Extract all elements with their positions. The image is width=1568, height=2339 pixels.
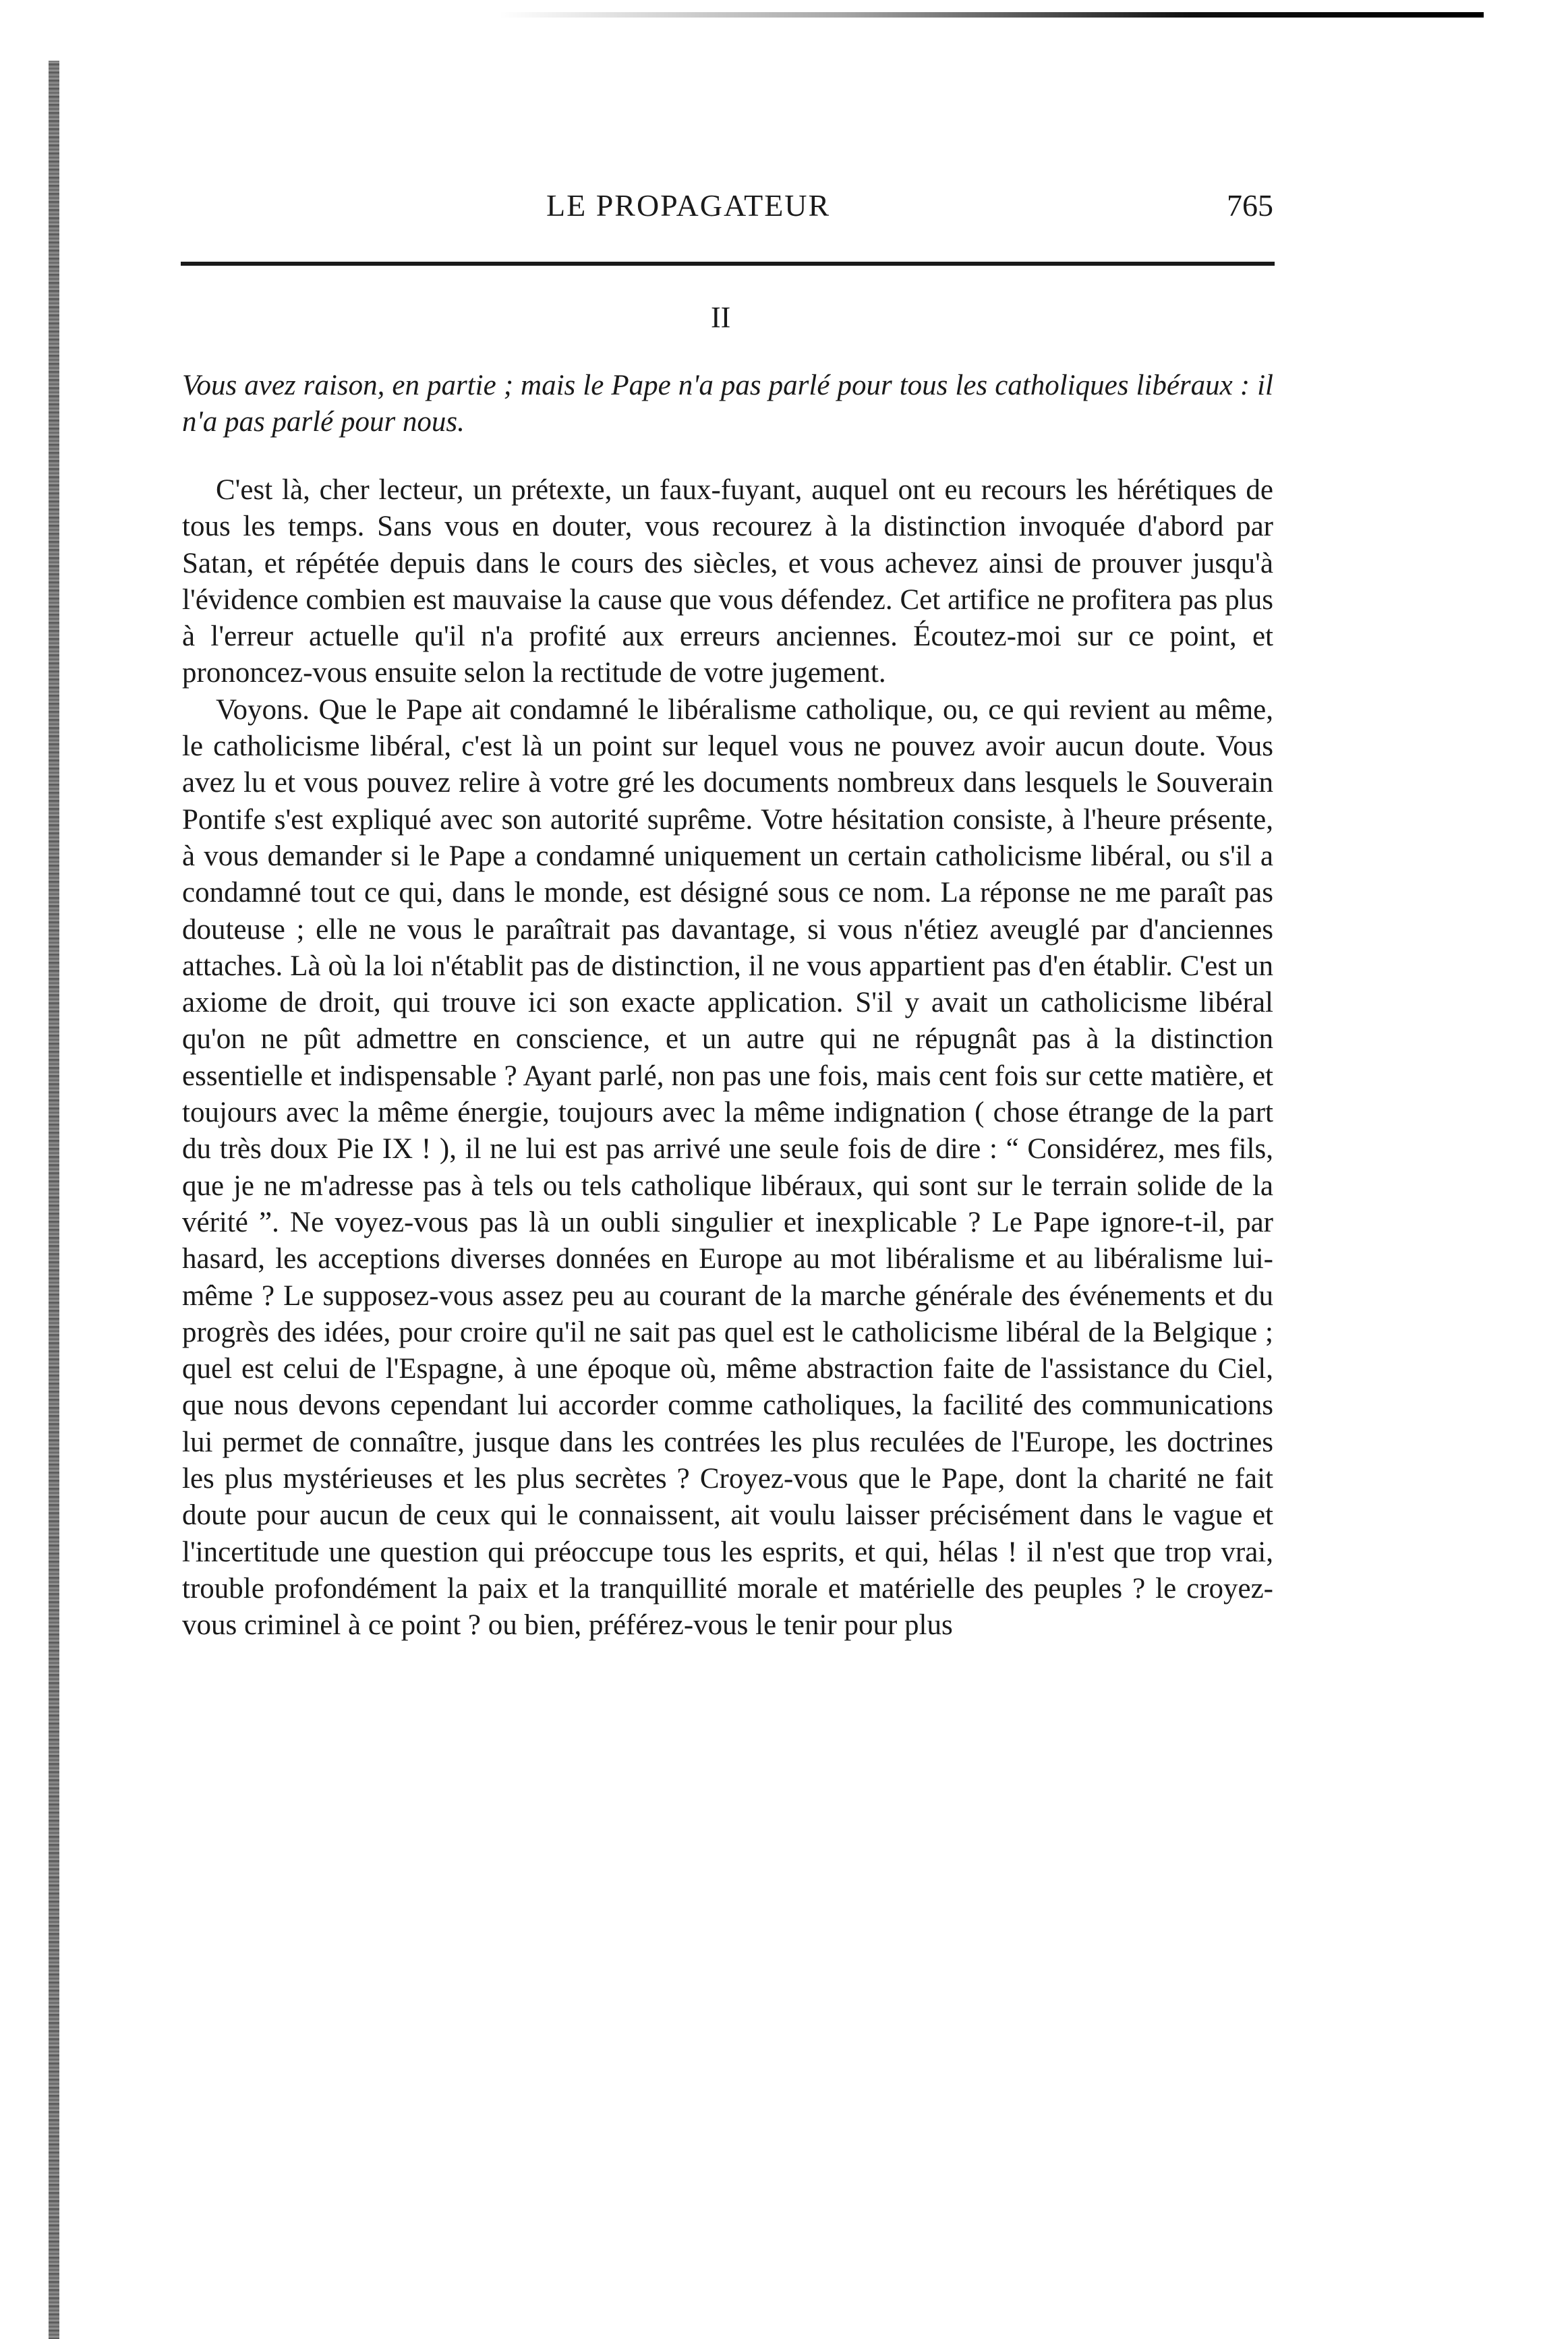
page-number: 765 xyxy=(1227,188,1273,223)
top-edge-rule xyxy=(499,12,1484,18)
header-rule xyxy=(181,262,1275,266)
binding-edge xyxy=(49,61,59,2339)
section-numeral: II xyxy=(711,301,731,334)
paragraph: Voyons. Que le Pape ait condamné le libéralisme catholique, ou, ce qui revient au même, le catholicisme libéral, c'est là un point sur lequel vous ne pouvez avoir aucun doute. Vous avez lu et vous pouvez relire à votre gré les documents nombreux dans lesquels le Souverain Pontife s'est expliqué avec son autorité suprême. Votre hésitation consiste, à l'heure présente, à vous demander si le Pape a condamné uniquement un certain catholicisme libéral, ou s'il a condamné tout ce qui, dans le monde, est désigné sous ce nom. La réponse ne me paraît pas douteuse ; elle ne vous le paraîtrait pas davantage, si vous n'étiez aveuglé par d'anciennes attaches. Là où la loi n'établit pas de distinction, il ne vous appartient pas d'en établir. C'est un axiome de droit, qui trouve ici son exacte application. S'il y avait un catholicisme libéral qu'on ne pût admettre en conscience, et un autre qui ne répugnât pas à la distinction essentielle et indispensable ? Ayant parlé, non pas une fois, mais cent fois sur cette matière, et toujours avec la même énergie, toujours avec la même indignation ( chose étrange de la part du très doux Pie IX ! ), il ne lui est pas arrivé une seule fois de dire : “ Considérez, mes fils, que je ne m'adresse pas à tels ou tels catholique libéraux, qui sont sur le terrain solide de la vérité ”. Ne voyez-vous pas là un oubli singulier et inexplicable ? Le Pape ignore-t-il, par hasard, les acceptions diverses données en Europe au mot libéralisme et au libéralisme lui-même ? Le supposez-vous assez peu au courant de la marche générale des événements et du progrès des idées, pour croire qu'il ne sait pas quel est le catholicisme libéral de la Belgique ; quel est celui de l'Espagne, à une époque où, même abstraction faite de l'assistance du Ciel, que nous devons cependant lui accorder comme catholiques, la facilité des communications lui permet de connaître, jusque dans les contrées les plus reculées de l'Europe, les doctrines les plus mystérieuses et les plus secrètes ? Croyez-vous que le Pape, dont la charité ne fait doute pour aucun de ceux qui le connaissent, ait voulu laisser précisément dans le vague et l'incertitude une question qui préoccupe tous les esprits, et qui, hélas ! il n'est que trop vrai, trouble profondément la paix et la tranquillité morale et matérielle des peuples ? le croyez-vous criminel à ce point ? ou bien, préférez-vous le tenir pour plus xyxy=(182,693,1273,1642)
epigraph-text: Vous avez raison, en partie ; mais le Pape n'a pas parlé pour tous les catholiques libéraux : il n'a pas parlé pour nous. xyxy=(182,370,1273,438)
body-text xyxy=(182,472,1273,1644)
page-header xyxy=(182,187,1273,235)
running-title: LE PROPAGATEUR xyxy=(546,188,831,223)
epigraph xyxy=(182,368,1273,440)
paragraph: C'est là, cher lecteur, un prétexte, un faux-fuyant, auquel ont eu recours les hérétiques de tous les temps. Sans vous en douter, vous recourez à la distinction invoquée d'abord par Satan, et répétée depuis dans le cours des siècles, et vous achevez ainsi de prouver jusqu'à l'évidence combien est mauvaise la cause que vous défendez. Cet artifice ne profitera pas plus à l'erreur actuelle qu'il n'a profité aux erreurs anciennes. Écoutez-moi sur ce point, et prononcez-vous ensuite selon la rectitude de votre jugement. xyxy=(182,474,1273,689)
